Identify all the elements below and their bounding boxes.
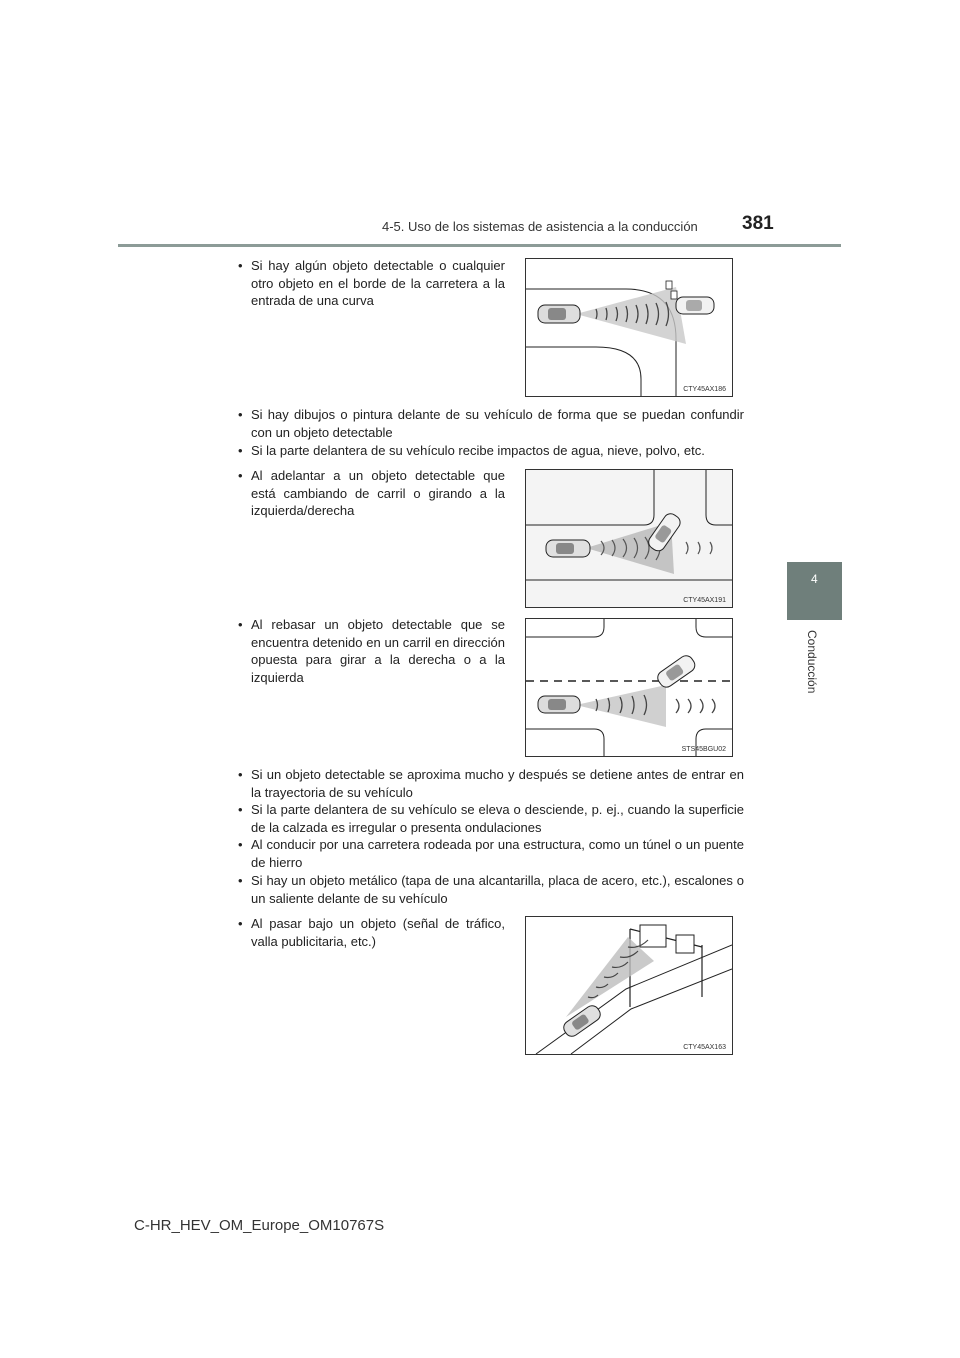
- figure-curve-roadside-object: [525, 258, 733, 397]
- figure-code: CTY45AX163: [683, 1044, 726, 1051]
- figure-code: CTY45AX191: [683, 597, 726, 604]
- list-item: • Al adelantar a un objeto detectable que está cambiando de carril o girando a la izquierda/derecha: [251, 467, 505, 520]
- header-divider: [118, 244, 841, 247]
- list-item: • Si hay algún objeto detectable o cualquier otro objeto en el borde de la carretera a la entrada de una curva: [251, 257, 505, 310]
- overhead-sign-illustration: [526, 917, 732, 1054]
- oncoming-illustration: [526, 619, 732, 756]
- chapter-number: 4: [811, 572, 818, 586]
- list-item: • Si la parte delantera de su vehículo se eleva o desciende, p. ej., cuando la superficie de la calzada es irregular o presenta ondulaciones: [251, 801, 744, 836]
- list-item: • Si un objeto detectable se aproxima mucho y después se detiene antes de entrar en la trayectoria de su vehículo: [251, 766, 744, 801]
- figure-overtaking-turning-object: [525, 469, 733, 608]
- curve-illustration: [526, 259, 732, 396]
- list-item: • Si la parte delantera de su vehículo recibe impactos de agua, nieve, polvo, etc.: [251, 442, 744, 460]
- figure-code: CTY45AX186: [683, 386, 726, 393]
- chapter-label-tab: [787, 622, 842, 752]
- section-title: 4-5. Uso de los sistemas de asistencia a la conducción: [382, 219, 698, 234]
- document-code: C-HR_HEV_OM_Europe_OM10767S: [134, 1217, 385, 1234]
- overtaking-illustration: [526, 470, 732, 607]
- figure-code: STS45BGU02: [681, 746, 726, 753]
- figure-overhead-sign: [525, 916, 733, 1055]
- list-item: • Al conducir por una carretera rodeada por una estructura, como un túnel o un puente de hierro: [251, 836, 744, 871]
- list-item: • Al rebasar un objeto detectable que se encuentra detenido en un carril en dirección opuesta para girar a la derecha o a la izquierda: [251, 616, 505, 686]
- figure-stopped-oncoming-object: [525, 618, 733, 757]
- list-item: • Si hay dibujos o pintura delante de su vehículo de forma que se puedan confundir con un objeto detectable: [251, 406, 744, 441]
- list-item: • Si hay un objeto metálico (tapa de una alcantarilla, placa de acero, etc.), escalones o un saliente delante de su vehículo: [251, 872, 744, 907]
- page-number: 381: [742, 213, 774, 234]
- chapter-label: Conducción: [805, 630, 819, 694]
- chapter-tab[interactable]: [787, 562, 842, 620]
- list-item: • Al pasar bajo un objeto (señal de tráfico, valla publicitaria, etc.): [251, 915, 505, 950]
